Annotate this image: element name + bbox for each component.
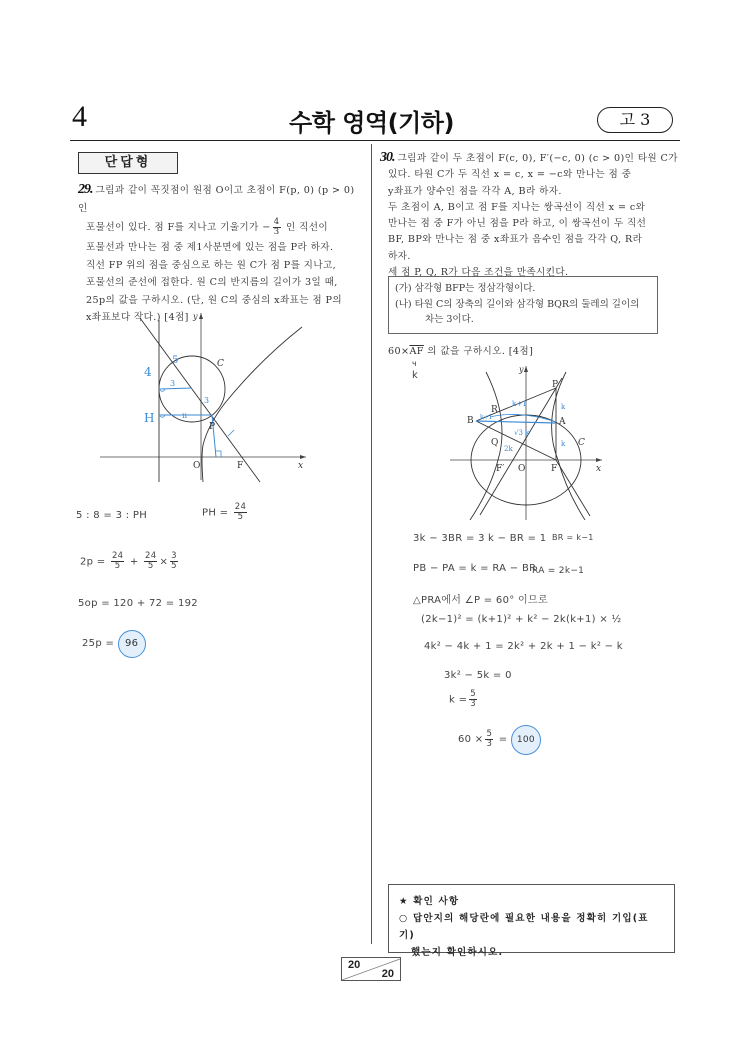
problem-30-number: 30.	[380, 150, 395, 165]
page-number: 4	[72, 100, 87, 133]
slope-denominator: 3	[273, 227, 280, 237]
work-30-line-2b: RA = 2k−1	[532, 566, 585, 576]
text: 인 직선이	[285, 222, 329, 233]
label-c: C	[217, 359, 224, 369]
numerator: 24	[111, 551, 124, 561]
problem-30-question	[388, 343, 533, 361]
text: k =	[449, 694, 468, 706]
label-y: y	[193, 312, 198, 321]
numerator: 24	[145, 551, 157, 561]
checklist-title: ★ 확인 사항	[399, 896, 460, 907]
label-o: O	[193, 461, 201, 471]
work-29-line-1a: 5 : 8 = 3 : PH	[76, 510, 148, 521]
work-29-line-3: 5op = 120 + 72 = 192	[78, 598, 198, 609]
work-29-line-4	[82, 630, 146, 658]
annotation-2k: 2k	[504, 445, 513, 453]
label-f-prime: F′	[496, 464, 505, 474]
problem-30-line-3: y좌표가 양수인 점을 각각 A, B라 하자.	[388, 185, 562, 197]
problem-29-line-5: 포물선의 준선에 접한다. 원 C의 반지름의 길이가 3일 때,	[86, 277, 338, 288]
y-axis-arrow	[524, 366, 528, 372]
denominator: 3	[470, 699, 476, 709]
page-counter	[341, 957, 401, 981]
label-p: P	[552, 380, 559, 390]
x-axis-arrow	[300, 455, 306, 459]
text: 25p =	[82, 638, 115, 649]
work-30-line-2a: PB − PA = k = RA − BR	[413, 563, 537, 574]
text: 포물선이 있다. 점 F를 지나고 기울기가	[86, 222, 259, 233]
checklist-box	[388, 884, 675, 958]
annotation-equal-mark: ıı	[182, 411, 188, 420]
work-30-line-1a: 3k − 3BR = 3	[413, 533, 485, 544]
problem-30-line-2: 있다. 타원 C가 두 직선 x = c, x = −c와 만나는 점 중	[388, 169, 632, 181]
annotation-4: 4	[144, 365, 152, 379]
label-q: Q	[491, 438, 499, 448]
annotation-k-bottom: k	[561, 440, 566, 448]
checklist-item: ○ 답안지의 해당란에 필요한 내용을 정확히 기입(표기)	[399, 913, 649, 941]
annotation-5: 5	[172, 355, 179, 366]
conditions-box	[388, 276, 658, 334]
y-axis-arrow	[199, 313, 203, 319]
problem-30-line-6: BF, BP와 만나는 점 중 x좌표가 음수인 점을 각각 Q, R라	[388, 234, 643, 246]
answer-30: 100	[511, 725, 541, 755]
answer-29: 96	[118, 630, 146, 658]
problem-30-figure	[450, 360, 610, 520]
denominator: 5	[171, 561, 177, 571]
numerator: 24	[234, 502, 247, 512]
text: 의 값을 구하시오. [4점]	[423, 346, 534, 357]
slope-fraction	[273, 218, 281, 237]
margin-note-k: k	[412, 370, 419, 381]
label-y: y	[519, 365, 524, 374]
grade-badge: 고 3	[597, 107, 673, 133]
problem-29-line-3: 포물선과 만나는 점 중 제1사분면에 있는 점을 P라 하자.	[86, 242, 334, 253]
fraction	[144, 552, 157, 571]
label-a: A	[559, 417, 566, 427]
denominator: 5	[114, 561, 121, 571]
page-current: 20	[348, 959, 361, 971]
plus: +	[129, 556, 139, 568]
annotation-3-segment: 3	[204, 396, 210, 405]
annotation-k-top: k	[561, 403, 566, 411]
denominator: 5	[147, 561, 154, 571]
slope-sign: −	[262, 222, 271, 233]
problem-29-line-2	[78, 217, 363, 239]
numerator: 3	[171, 551, 177, 561]
times: ×	[159, 556, 169, 568]
condition-ga: (가) 삼각형 BFP는 정삼각형이다.	[395, 283, 536, 294]
work-30-line-4: (2k−1)² = (k+1)² + k² − 2k(k+1) × ½	[421, 614, 622, 625]
margin-note-top: ч	[412, 359, 418, 368]
segment-ba	[476, 421, 556, 423]
asymptote-2	[556, 460, 590, 516]
problem-29-line-4: 직선 FP 위의 점을 중심으로 하는 원 C가 점 P를 지나고,	[86, 259, 337, 271]
denominator: 5	[237, 512, 244, 522]
work-30-line-6: 3k² − 5k = 0	[444, 670, 512, 681]
problem-29	[78, 181, 363, 327]
denominator: 3	[486, 738, 493, 749]
numerator: 5	[470, 689, 476, 699]
work-30-line-1b: k − BR = 1	[488, 533, 547, 544]
label-b: B	[467, 416, 474, 426]
annotation-kp1-left: k+1	[480, 414, 493, 421]
slope-numerator: 4	[273, 217, 280, 227]
parabola	[202, 327, 302, 482]
label-f: F	[237, 461, 244, 471]
section-label: 단답형	[78, 152, 178, 174]
tick-mark	[228, 430, 234, 436]
label-r: R	[491, 405, 498, 415]
fraction	[234, 503, 247, 522]
label-x: x	[596, 464, 602, 474]
problem-30	[380, 150, 680, 281]
checklist-item-cont: 했는지 확인하시오.	[411, 947, 504, 958]
problem-30-line-7: 하자.	[388, 250, 411, 262]
label-f: F	[551, 464, 558, 474]
fraction	[170, 552, 178, 571]
text: 60×	[388, 346, 410, 357]
condition-na: (나) 타원 C의 장축의 길이와 삼각형 BQR의 둘레의 길이의 차는 3이다.	[395, 298, 640, 325]
work-29-line-2	[80, 552, 180, 571]
problem-29-figure	[100, 310, 320, 485]
annotation-kp1-top: k+1	[512, 400, 527, 408]
work-30-line-7	[449, 690, 479, 709]
right-angle-mark	[216, 451, 221, 457]
annotation-h: H	[144, 411, 155, 425]
fraction	[469, 690, 477, 709]
segment-af: $\overline{AF}$	[409, 346, 424, 357]
problem-30-line-4: 두 초점이 A, B이고 점 F를 지나는 쌍곡선이 직선 x = c와	[388, 201, 646, 213]
problem-30-line-1	[380, 150, 680, 167]
equals: =	[498, 734, 508, 745]
fraction	[111, 552, 124, 571]
problem-29-line-1	[78, 181, 363, 217]
work-29-line-1b	[202, 503, 249, 522]
label-x: x	[298, 461, 304, 471]
column-divider	[371, 144, 372, 944]
work-30-line-1c: BR = k−1	[552, 533, 594, 542]
text: 그림과 같이 두 초점이 F(c, 0), F′(−c, 0) (c > 0)인 타원 C가	[397, 153, 678, 164]
numerator: 5	[486, 728, 493, 739]
problem-29-line-6: 25p의 값을 구하시오. (단, 원 C의 중심의 x좌표는 점 P의	[86, 294, 343, 306]
label-c: C	[578, 438, 585, 448]
subject-title: 수학 영역(기하)	[289, 109, 454, 137]
text: 그림과 같이 꼭짓점이 원점 O이고 초점이 F(p, 0) (p > 0)인	[78, 185, 355, 214]
work-30-line-3: △PRA에서 ∠P = 60° 이므로	[413, 595, 548, 606]
label-p: P	[209, 422, 216, 432]
annotation-root3k: √3 k	[514, 429, 530, 437]
label-o: O	[518, 464, 526, 474]
problem-30-line-5: 만나는 점 중 F가 아닌 점을 P라 하고, 이 쌍곡선이 두 직선	[388, 218, 647, 230]
problem-29-line-7: x좌표보다 작다.) [4점]	[86, 312, 189, 323]
page-total: 20	[381, 968, 394, 980]
work-30-line-8	[458, 725, 541, 755]
radius-line	[159, 388, 192, 389]
text: 60 ×	[458, 734, 484, 745]
x-axis-arrow	[596, 458, 602, 462]
problem-30-line-8: 세 점 P, Q, R가 다음 조건을 만족시킨다.	[388, 267, 569, 279]
problem-29-number: 29.	[78, 182, 93, 197]
annotation-3-radius: 3	[170, 379, 176, 388]
work-30-line-5: 4k² − 4k + 1 = 2k² + 2k + 1 − k² − k	[424, 641, 623, 652]
text: 2p =	[80, 556, 106, 568]
header-rule	[70, 140, 680, 141]
text: PH =	[202, 507, 229, 519]
fraction	[485, 730, 493, 749]
